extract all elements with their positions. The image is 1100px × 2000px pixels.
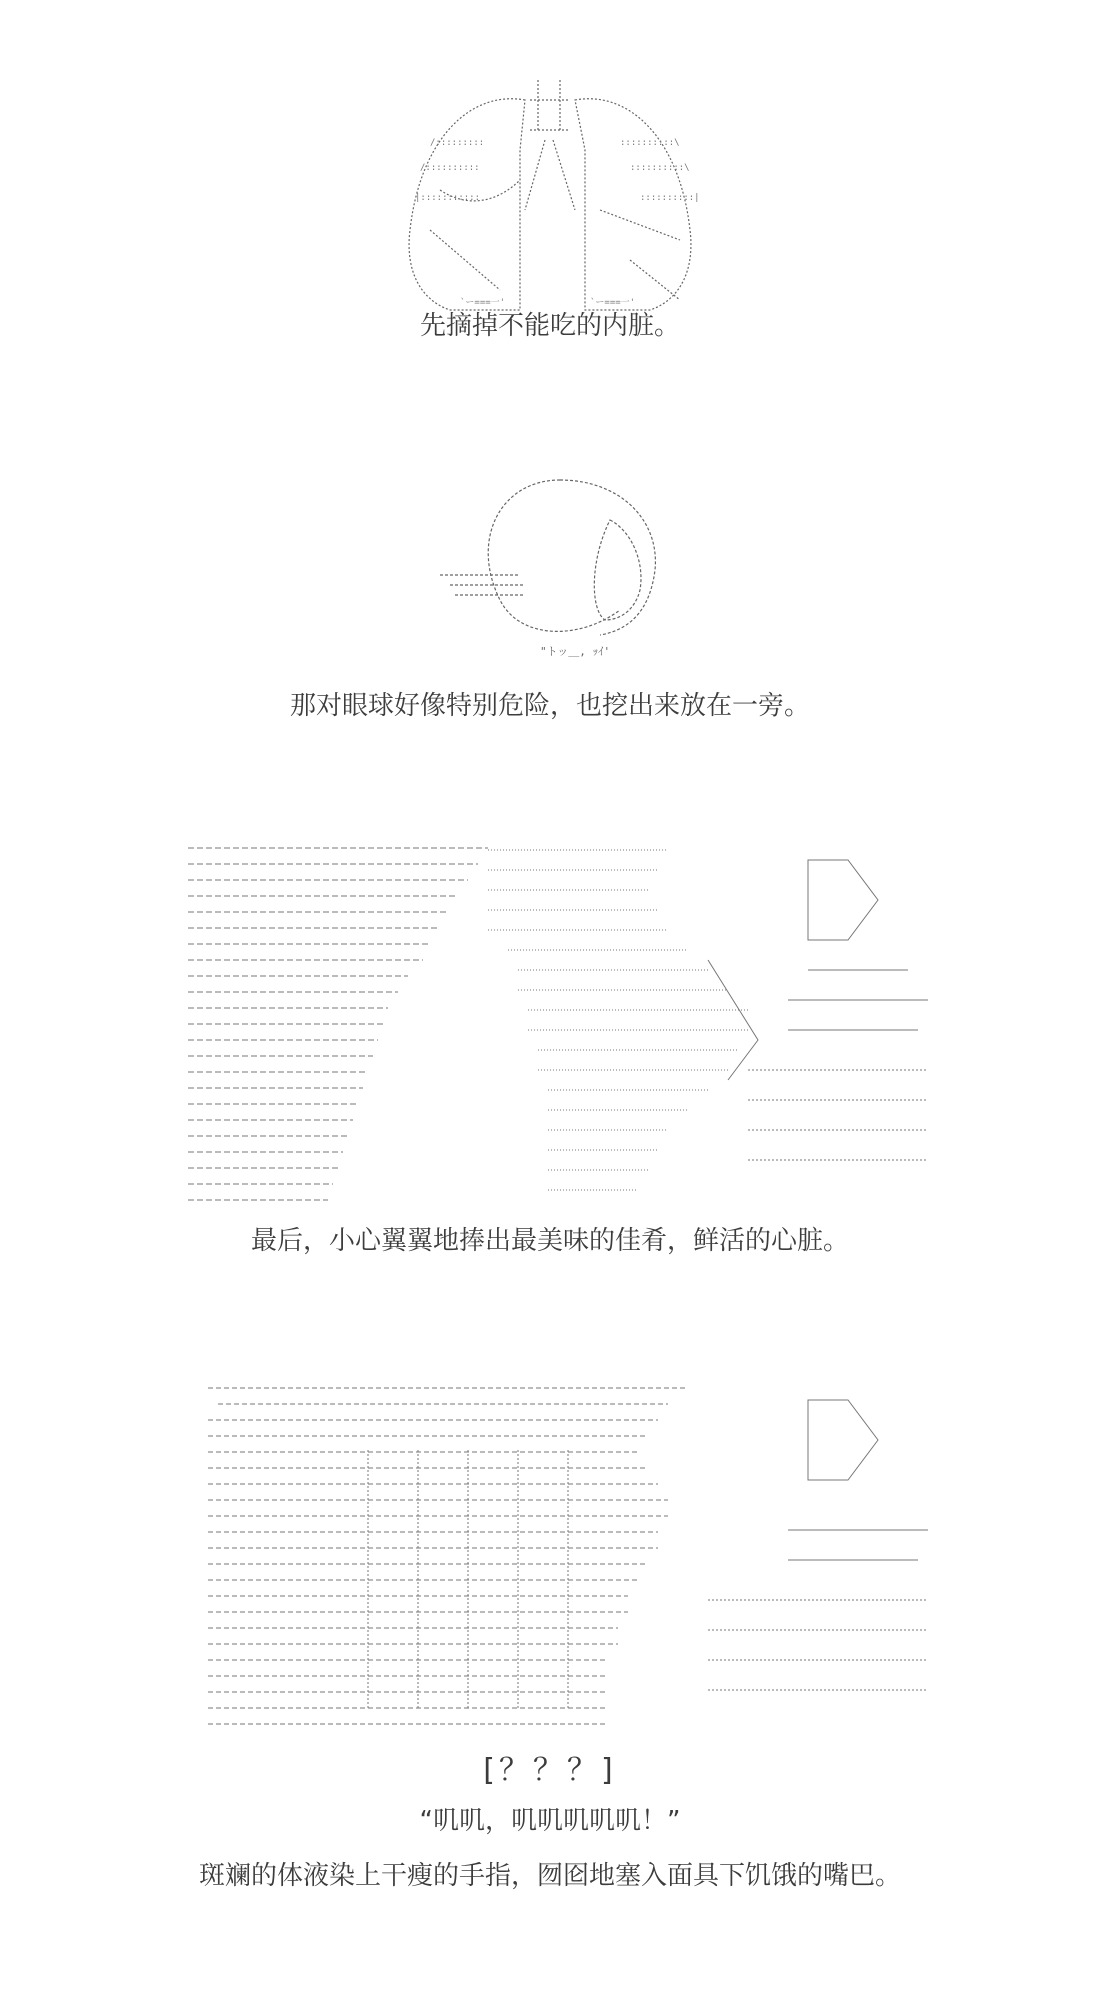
svg-text:::::::::::\: ::::::::::\	[620, 138, 680, 148]
svg-text:/:::::::::: /:::::::::	[430, 138, 485, 148]
panel-lungs	[0, 0, 1100, 360]
heart-scene-ascii-art	[188, 840, 928, 1220]
svg-text:`ー===一': `ー===一'	[590, 298, 636, 308]
caption-2: 那对眼球好像特别危险，也挖出来放在一旁。	[289, 691, 810, 721]
eyeball-ascii-art	[0, 460, 1100, 660]
eyeball-label: "トッ＿, ｯｲ'	[540, 645, 611, 658]
svg-text:|:::::::::::: |:::::::::::	[415, 193, 481, 203]
caption-4-text: 斑斓的体液染上干瘦的手指，囫囵地塞入面具下饥饿的嘴巴。	[198, 1861, 901, 1891]
panel-heart	[0, 840, 1100, 1280]
panel-eating	[0, 1380, 1100, 2000]
panel-eyeball	[0, 460, 1100, 740]
caption-4-sound: “叽叽，叽叽叽叽叽！”	[419, 1806, 681, 1836]
svg-text:`ー===一': `ー===一'	[460, 298, 506, 308]
svg-text:::::::::::|: ::::::::::|	[640, 193, 700, 203]
svg-text:/::::::::::: /::::::::::	[420, 163, 480, 173]
caption-1: 先摘掉不能吃的内脏。	[419, 311, 680, 341]
caption-3: 最后，小心翼翼地捧出最美味的佳肴，鲜活的心脏。	[250, 1226, 849, 1256]
svg-text:::::::::::\: ::::::::::\	[630, 163, 690, 173]
caption-4-bracket: [？？？]	[483, 1753, 617, 1788]
eating-scene-ascii-art	[188, 1380, 928, 1740]
